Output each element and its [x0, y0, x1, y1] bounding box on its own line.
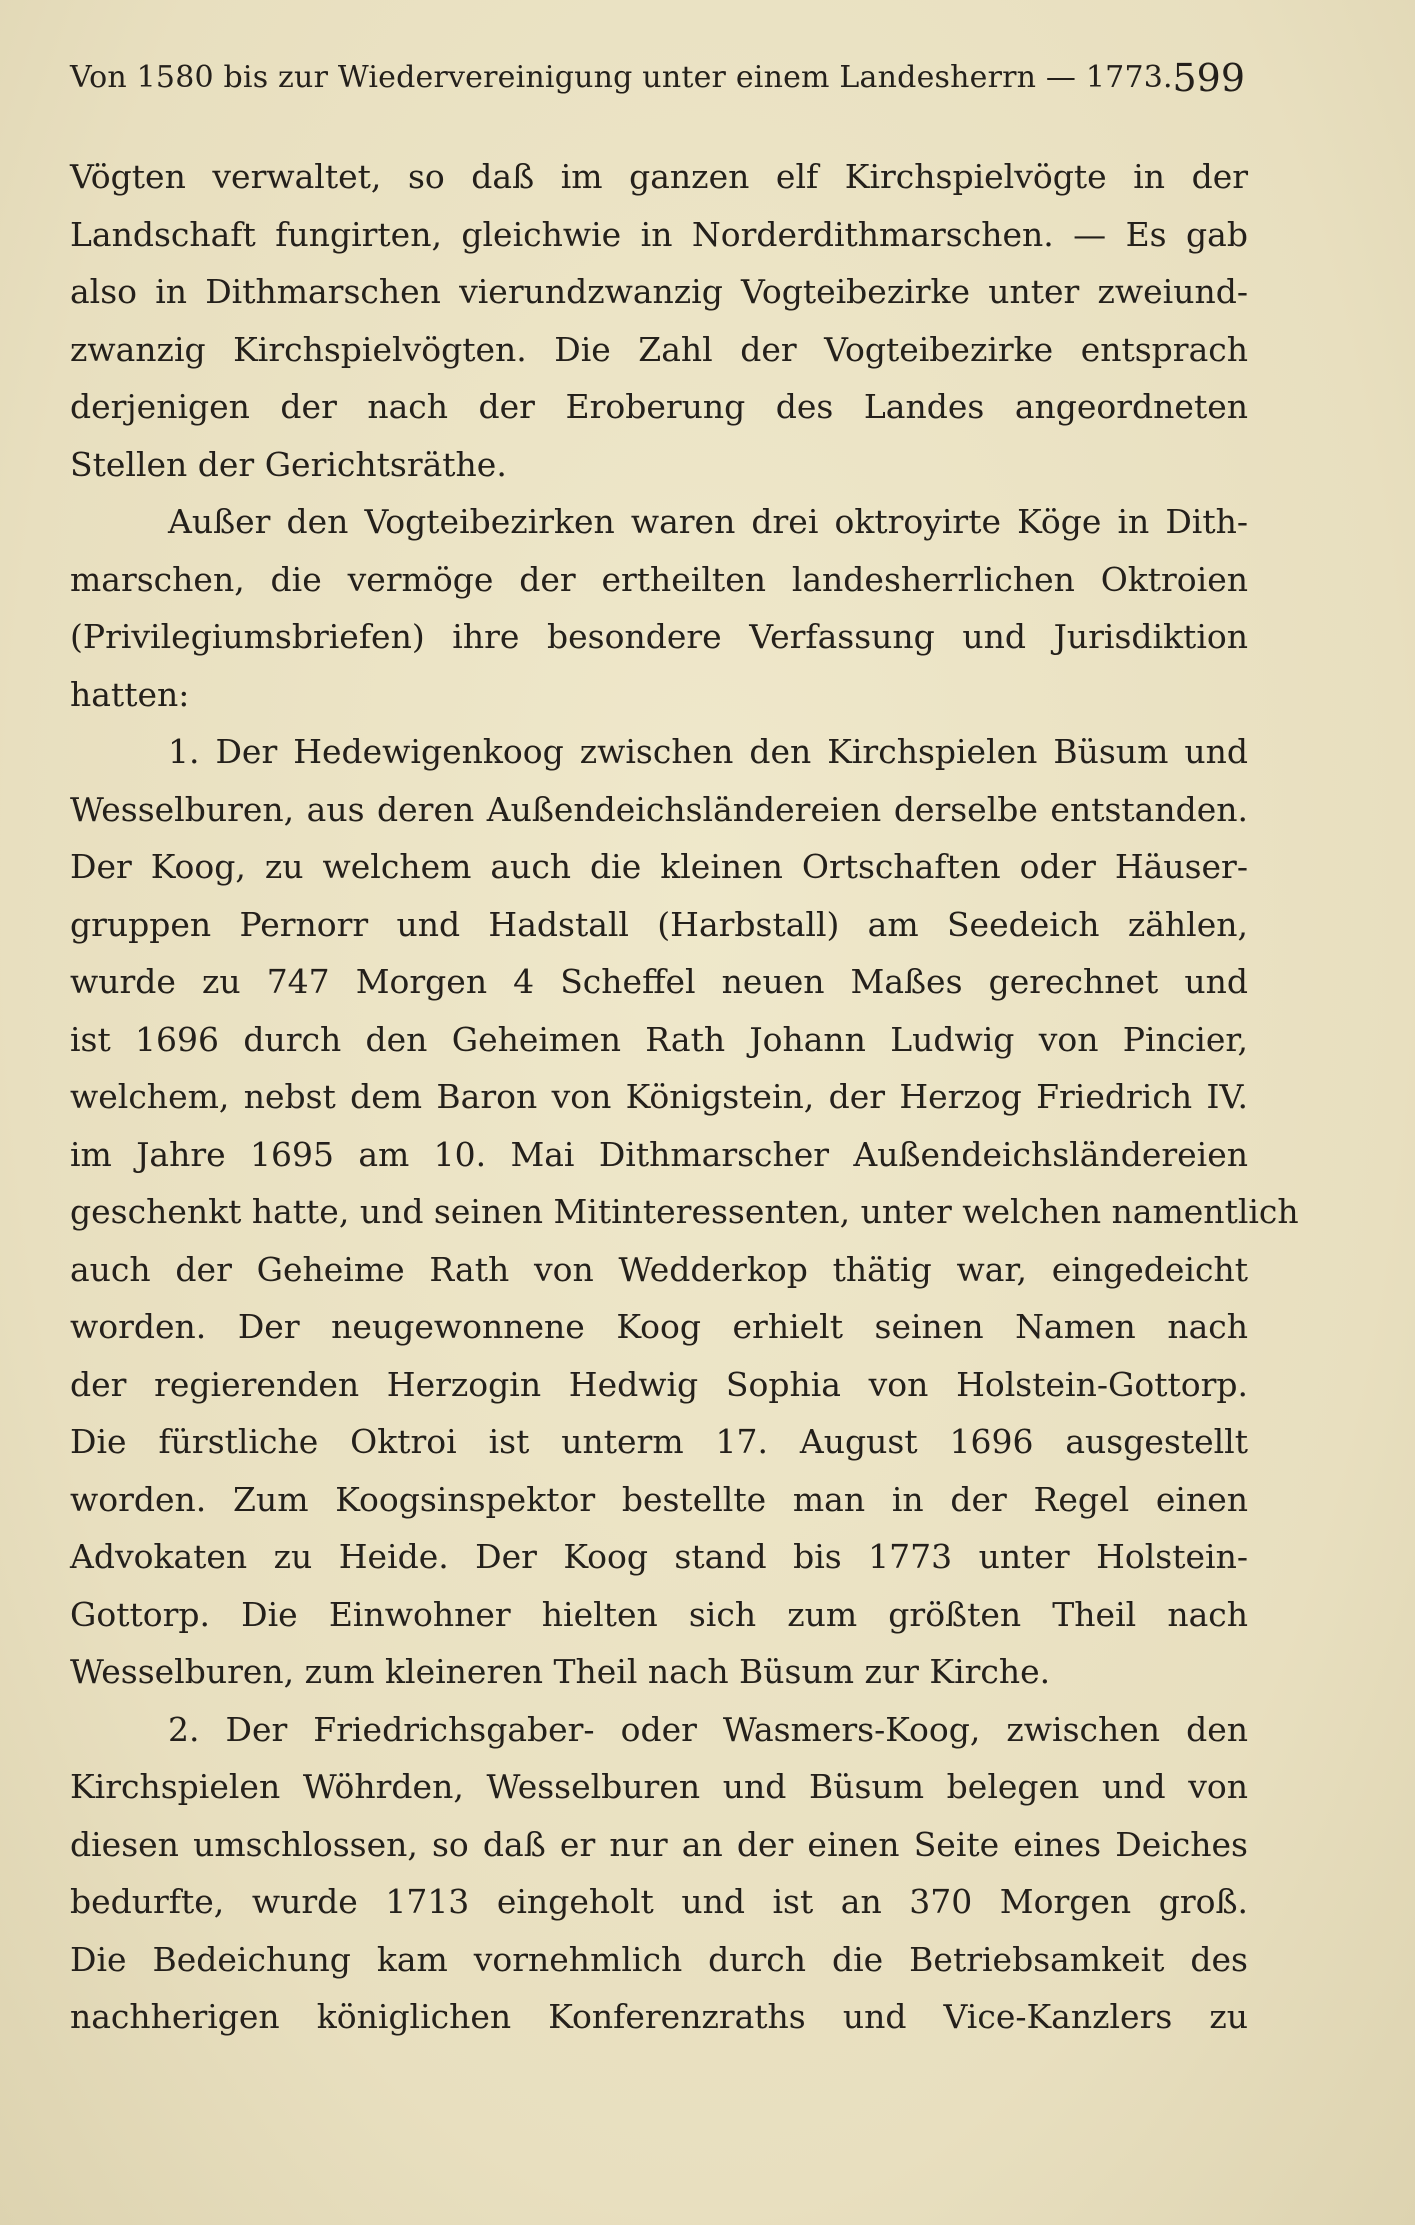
text-line: Der Koog, zu welchem auch die kleinen Ortschaften oder Häuser- [70, 847, 1248, 886]
text-line: Advokaten zu Heide. Der Koog stand bis 1773 unter Holstein- [70, 1537, 1248, 1576]
text-line: 1. Der Hedewigenkoog zwischen den Kirchspielen Büsum und [168, 732, 1248, 771]
text-line: geschenkt hatte, und seinen Mitinteressenten, unter welchen namentlich [70, 1192, 1299, 1231]
text-line: 2. Der Friedrichsgaber- oder Wasmers-Koog, zwischen den [168, 1709, 1248, 1749]
text-line: Wesselburen, aus deren Außendeichsländereien derselbe entstanden. [70, 789, 1248, 829]
text-line: auch der Geheime Rath von Wedderkop thätig war, eingedeicht [70, 1249, 1248, 1289]
text-line: zwanzig Kirchspielvögten. Die Zahl der Vogteibezirke entsprach [70, 329, 1248, 369]
body-text [70, 148, 1299, 2046]
text-line: derjenigen der nach der Eroberung des Landes angeordneten [70, 387, 1248, 426]
text-line: Die fürstliche Oktroi ist unterm 17. August 1696 ausgestellt [70, 1422, 1248, 1461]
text-line: Wesselburen, zum kleineren Theil nach Büsum zur Kirche. [70, 1652, 1051, 1691]
text-line: Gottorp. Die Einwohner hielten sich zum größten Theil nach [70, 1594, 1248, 1634]
text-line: worden. Zum Koogsinspektor bestellte man in der Regel einen [70, 1479, 1248, 1519]
text-line: hatten: [70, 674, 190, 714]
text-line: welchem, nebst dem Baron von Königstein, der Herzog Friedrich IV. [70, 1077, 1248, 1116]
text-line: (Privilegiumsbriefen) ihre besondere Verfassung und Jurisdiktion [70, 617, 1248, 656]
text-line: diesen umschlossen, so daß er nur an der einen Seite eines Deiches [70, 1824, 1248, 1864]
text-line: nachherigen königlichen Konferenzraths und Vice-Kanzlers zu [70, 1997, 1248, 2036]
text-line: bedurfte, wurde 1713 eingeholt und ist an 370 Morgen groß. [70, 1882, 1248, 1921]
text-line: Kirchspielen Wöhrden, Wesselburen und Büsum belegen und von [70, 1767, 1248, 1806]
text-line: Landschaft fungirten, gleichwie in Norderdithmarschen. — Es gab [70, 214, 1248, 254]
page-number: 599 [1172, 56, 1245, 100]
text-line: wurde zu 747 Morgen 4 Scheffel neuen Maßes gerechnet und [70, 962, 1248, 1001]
text-line: worden. Der neugewonnene Koog erhielt seinen Namen nach [70, 1307, 1248, 1346]
text-line: Außer den Vogteibezirken waren drei oktroyirte Köge in Dith- [168, 502, 1248, 541]
text-line: ist 1696 durch den Geheimen Rath Johann Ludwig von Pincier, [70, 1019, 1248, 1059]
text-line: Die Bedeichung kam vornehmlich durch die Betriebsamkeit des [70, 1939, 1248, 1979]
text-line: Stellen der Gerichtsräthe. [70, 444, 507, 484]
text-line: marschen, die vermöge der ertheilten landesherrlichen Oktroien [70, 559, 1248, 599]
text-line: Vögten verwaltet, so daß im ganzen elf Kirchspielvögte in der [70, 157, 1248, 196]
text-line: im Jahre 1695 am 10. Mai Dithmarscher Außendeichsländereien [70, 1134, 1248, 1174]
text-line: also in Dithmarschen vierundzwanzig Vogteibezirke unter zweiund- [70, 272, 1248, 311]
running-head: Von 1580 bis zur Wiedervereinigung unter einem Landesherrn — 1773. [70, 60, 1173, 95]
text-line: gruppen Pernorr und Hadstall (Harbstall) am Seedeich zählen, [70, 904, 1248, 944]
text-line: der regierenden Herzogin Hedwig Sophia von Holstein-Gottorp. [70, 1364, 1248, 1404]
